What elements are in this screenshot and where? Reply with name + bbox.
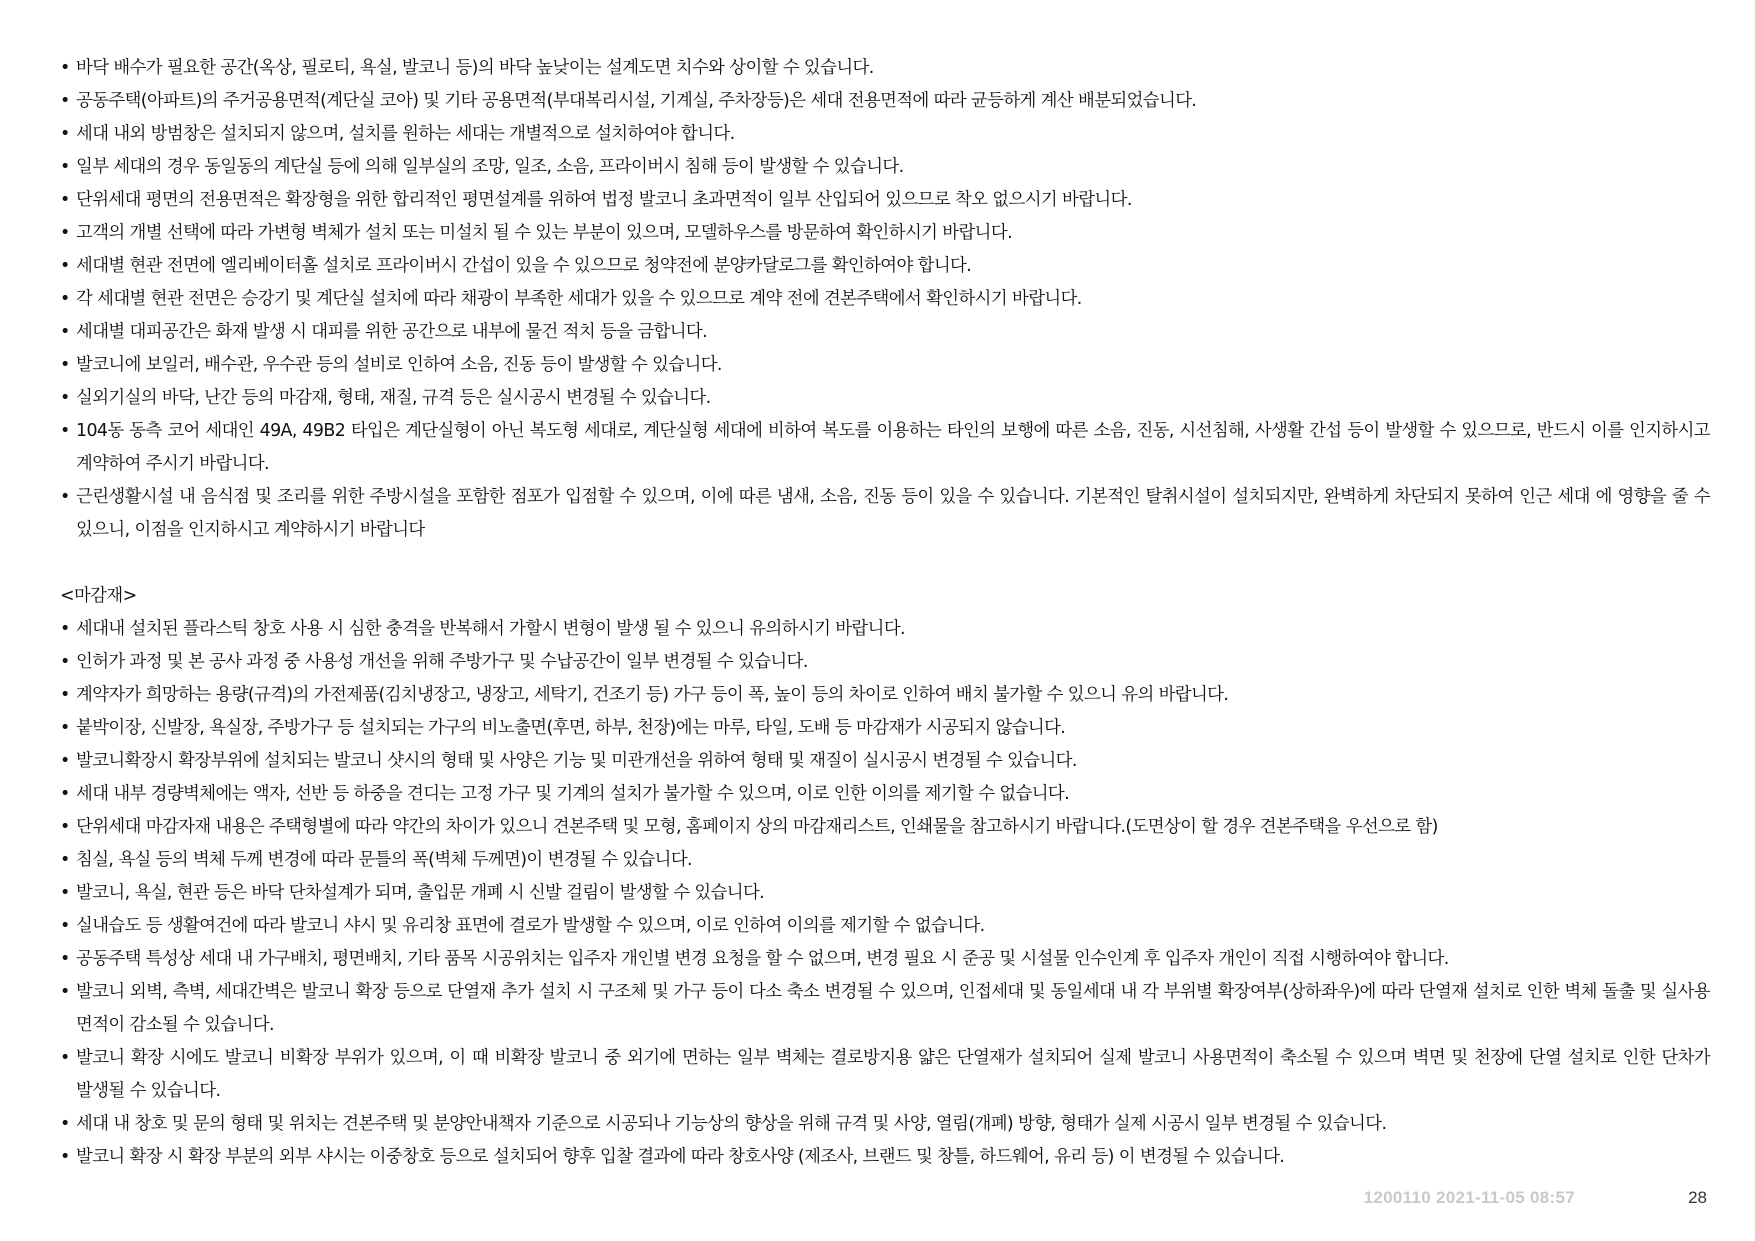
list-item: • 실외기실의 바닥, 난간 등의 마감재, 형태, 재질, 규격 등은 실시공시 변경될 수 있습니다. <box>60 382 1710 415</box>
list-item: • 발코니 외벽, 측벽, 세대간벽은 발코니 확장 등으로 단열재 추가 설치 시 구조체 및 가구 등이 다소 축소 변경될 수 있으며, 인접세대 및 동일세대 내 각 부위별 확장여부(상하좌우)에 따라 단열재 설치로 인한 벽체 돌출 및 실사용 면적이 감소될 수 있습니다. <box>60 976 1710 1042</box>
list-item: • 세대 내 창호 및 문의 형태 및 위치는 견본주택 및 분양안내책자 기준으로 시공되나 기능상의 향상을 위해 규격 및 사양, 열림(개폐) 방향, 형태가 실제 시공시 일부 변경될 수 있습니다. <box>60 1108 1710 1141</box>
list-item: • 세대 내외 방범창은 설치되지 않으며, 설치를 원하는 세대는 개별적으로 설치하여야 합니다. <box>60 118 1710 151</box>
finishes-section-title: <마감재> <box>60 586 137 606</box>
print-timestamp-stamp: 1200110 2021-11-05 08:57 <box>1363 1188 1575 1207</box>
list-item: • 발코니 확장 시 확장 부분의 외부 샤시는 이중창호 등으로 설치되어 향후 입찰 결과에 따라 창호사양 (제조사, 브랜드 및 창틀, 하드웨어, 유리 등) 이 변경될 수 있습니다. <box>60 1141 1710 1174</box>
list-item: • 각 세대별 현관 전면은 승강기 및 계단실 설치에 따라 채광이 부족한 세대가 있을 수 있으므로 계약 전에 견본주택에서 확인하시기 바랍니다. <box>60 283 1710 316</box>
list-item: • 붙박이장, 신발장, 욕실장, 주방가구 등 설치되는 가구의 비노출면(후면, 하부, 천장)에는 마루, 타일, 도배 등 마감재가 시공되지 않습니다. <box>60 712 1710 745</box>
list-item: • 침실, 욕실 등의 벽체 두께 변경에 따라 문틀의 폭(벽체 두께면)이 변경될 수 있습니다. <box>60 844 1710 877</box>
list-item: • 고객의 개별 선택에 따라 가변형 벽체가 설치 또는 미설치 될 수 있는 부분이 있으며, 모델하우스를 방문하여 확인하시기 바랍니다. <box>60 217 1710 250</box>
list-item: • 공동주택 특성상 세대 내 가구배치, 평면배치, 기타 품목 시공위치는 입주자 개인별 변경 요청을 할 수 없으며, 변경 필요 시 준공 및 시설물 인수인계 후 입주자 개인이 직접 시행하여야 합니다. <box>60 943 1710 976</box>
list-item: • 발코니, 욕실, 현관 등은 바닥 단차설계가 되며, 출입문 개폐 시 신발 걸림이 발생할 수 있습니다. <box>60 877 1710 910</box>
list-item: • 세대별 대피공간은 화재 발생 시 대피를 위한 공간으로 내부에 물건 적치 등을 금합니다. <box>60 316 1710 349</box>
list-item: • 세대내 설치된 플라스틱 창호 사용 시 심한 충격을 반복해서 가할시 변형이 발생 될 수 있으니 유의하시기 바랍니다. <box>60 613 1710 646</box>
list-item: • 계약자가 희망하는 용량(규격)의 가전제품(김치냉장고, 냉장고, 세탁기, 건조기 등) 가구 등이 폭, 높이 등의 차이로 인하여 배치 불가할 수 있으니 유의 바랍니다. <box>60 679 1710 712</box>
list-item: • 발코니 확장 시에도 발코니 비확장 부위가 있으며, 이 때 비확장 발코니 중 외기에 면하는 일부 벽체는 결로방지용 얇은 단열재가 설치되어 실제 발코니 사용면적이 축소될 수 있으며 벽면 및 천장에 단열 설치로 인한 단차가 발생될 수 있습니다. <box>60 1042 1710 1108</box>
list-item: • 발코니확장시 확장부위에 설치되는 발코니 샷시의 형태 및 사양은 기능 및 미관개선을 위하여 형태 및 재질이 실시공시 변경될 수 있습니다. <box>60 745 1710 778</box>
list-item: • 바닥 배수가 필요한 공간(옥상, 필로티, 욕실, 발코니 등)의 바닥 높낮이는 설계도면 치수와 상이할 수 있습니다. <box>60 52 1710 85</box>
list-item: • 세대 내부 경량벽체에는 액자, 선반 등 하중을 견디는 고정 가구 및 기계의 설치가 불가할 수 있으며, 이로 인한 이의를 제기할 수 없습니다. <box>60 778 1710 811</box>
finishes-list <box>60 613 1710 1174</box>
notes-list <box>60 52 1710 547</box>
document-page <box>60 52 1710 1174</box>
section-spacer <box>60 547 1710 580</box>
list-item: • 단위세대 마감자재 내용은 주택형별에 따라 약간의 차이가 있으니 견본주택 및 모형, 홈페이지 상의 마감재리스트, 인쇄물을 참고하시기 바랍니다.(도면상이 할 경우 견본주택을 우선으로 함) <box>60 811 1710 844</box>
list-item: • 공동주택(아파트)의 주거공용면적(계단실 코아) 및 기타 공용면적(부대복리시설, 기계실, 주차장등)은 세대 전용면적에 따라 균등하게 계산 배분되었습니다. <box>60 85 1710 118</box>
list-item: • 104동 동측 코어 세대인 49A, 49B2 타입은 계단실형이 아닌 복도형 세대로, 계단실형 세대에 비하여 복도를 이용하는 타인의 보행에 따른 소음, 진동, 시선침해, 사생활 간섭 등이 발생할 수 있으므로, 반드시 이를 인지하시고 계약하여 주시기 바랍니다. <box>60 415 1710 481</box>
page-number: 28 <box>1688 1188 1707 1207</box>
list-item: • 발코니에 보일러, 배수관, 우수관 등의 설비로 인하여 소음, 진동 등이 발생할 수 있습니다. <box>60 349 1710 382</box>
list-item: • 근린생활시설 내 음식점 및 조리를 위한 주방시설을 포함한 점포가 입점할 수 있으며, 이에 따른 냄새, 소음, 진동 등이 있을 수 있습니다. 기본적인 탈취시설이 설치되지만, 완벽하게 차단되지 못하여 인근 세대 에 영향을 줄 수 있으니, 이점을 인지하시고 계약하시기 바랍니다 <box>60 481 1710 547</box>
list-item: • 세대별 현관 전면에 엘리베이터홀 설치로 프라이버시 간섭이 있을 수 있으므로 청약전에 분양카달로그를 확인하여야 합니다. <box>60 250 1710 283</box>
list-item: • 일부 세대의 경우 동일동의 계단실 등에 의해 일부실의 조망, 일조, 소음, 프라이버시 침해 등이 발생할 수 있습니다. <box>60 151 1710 184</box>
list-item: • 인허가 과정 및 본 공사 과정 중 사용성 개선을 위해 주방가구 및 수납공간이 일부 변경될 수 있습니다. <box>60 646 1710 679</box>
list-item: • 단위세대 평면의 전용면적은 확장형을 위한 합리적인 평면설계를 위하여 법정 발코니 초과면적이 일부 산입되어 있으므로 착오 없으시기 바랍니다. <box>60 184 1710 217</box>
list-item: • 실내습도 등 생활여건에 따라 발코니 샤시 및 유리창 표면에 결로가 발생할 수 있으며, 이로 인하여 이의를 제기할 수 없습니다. <box>60 910 1710 943</box>
